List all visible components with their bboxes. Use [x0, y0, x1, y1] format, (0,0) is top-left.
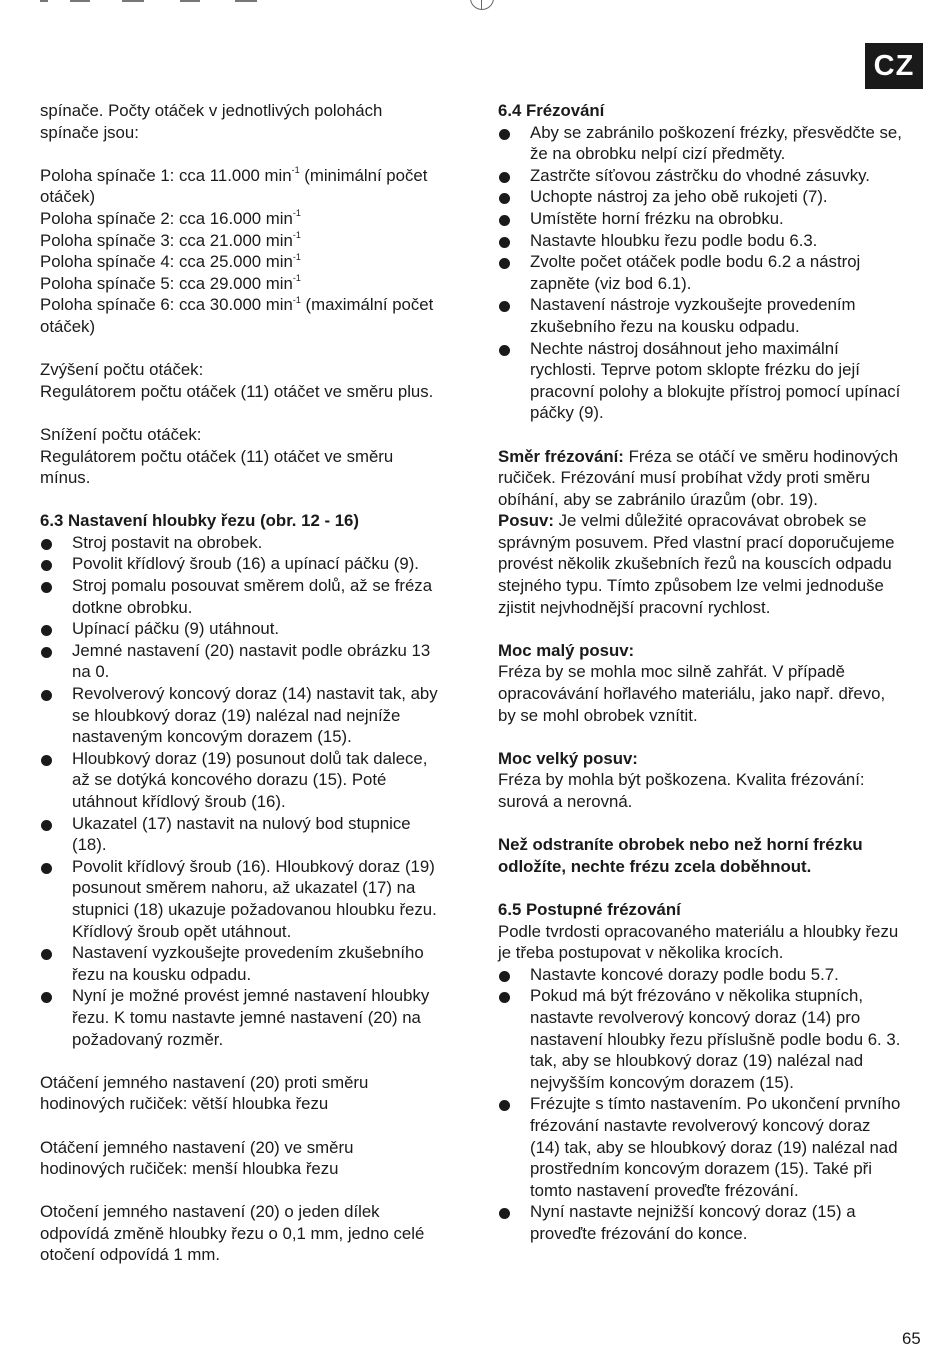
- bullet-icon: [41, 863, 52, 874]
- bullet-icon: [499, 129, 510, 140]
- intro-line-1: spínače. Počty otáček v jednotlivých polohách: [40, 101, 383, 120]
- list-item: [498, 1201, 928, 1244]
- list-item-line: Stroj pomalu posouvat směrem dolů, až se fréza: [72, 576, 433, 596]
- list-item: [498, 964, 928, 986]
- list-item: [498, 122, 928, 165]
- list-item-line: utáhnout křídlový šroub (16).: [72, 792, 286, 811]
- language-badge: CZ: [865, 43, 923, 89]
- list-item-line: Zastrčte síťovou zástrčku do vhodné zásuvky.: [530, 165, 870, 185]
- list-item-line: Nechte nástroj dosáhnout jeho maximální: [530, 338, 839, 358]
- bullet-icon: [499, 172, 510, 183]
- list-item-line: dotkne obrobku.: [72, 597, 193, 617]
- list-item-line: Jemné nastavení (20) nastavit podle obrázku 13: [72, 640, 431, 660]
- list-item-line: zapněte (viz bod 6.1).: [530, 273, 692, 293]
- page-number: 65: [902, 1329, 921, 1348]
- left-column: [40, 100, 475, 1266]
- section-6-3-list: [40, 532, 475, 1050]
- bullet-icon: [499, 301, 510, 312]
- section-6-4-list: [498, 122, 928, 424]
- list-item-line: na 0.: [72, 662, 110, 682]
- bullet-icon: [499, 971, 510, 982]
- ccw-line-2: hodinových ručiček: větší hloubka řezu: [40, 1094, 329, 1114]
- list-item: [40, 575, 475, 618]
- increase-text: Regulátorem počtu otáček (11) otáčet ve směru plus.: [40, 381, 434, 401]
- warning-line-2: odložíte, nechte frézu zcela doběhnout.: [498, 856, 812, 876]
- list-item-line: tak, aby se hloubkový doraz (19) nalézal nad: [530, 1051, 864, 1071]
- list-item-line: Upínací páčku (9) utáhnout.: [72, 619, 280, 639]
- bullet-icon: [41, 755, 52, 766]
- list-item: [40, 618, 475, 640]
- section-6-5-list: [498, 964, 928, 1245]
- list-item-line: řezu. K tomu nastavte jemné nastavení (20) na: [72, 1007, 421, 1027]
- speed-line: Poloha spínače 4: cca 25.000 $\min^{-1}$: [40, 251, 301, 272]
- list-item: [40, 985, 475, 1050]
- list-item: [498, 294, 928, 337]
- list-item-line: se hloubkový doraz (19) nalézal nad nejníže: [72, 705, 401, 725]
- slow-line-2: opracovávání hořlavého materiálu, jako např. dřevo,: [498, 684, 886, 704]
- list-item: [498, 251, 928, 294]
- list-item-line: stupnici (18) ukazuje požadovanou hloubku řezu.: [72, 899, 437, 919]
- direction-line-1: Směr frézování: Fréza se otáčí ve směru hodinových: [498, 446, 899, 466]
- registration-mark-icon: [470, 0, 494, 10]
- bullet-icon: [499, 215, 510, 226]
- list-item-line: tomto nastavení proveďte frézování.: [530, 1180, 799, 1200]
- list-item: [498, 985, 928, 1093]
- bullet-icon: [499, 193, 510, 204]
- speed-line: Poloha spínače 5: cca 29.000 $\min^{-1}$: [40, 273, 301, 293]
- list-item-line: pracovní polohy a blokujte přístroj pomocí upínací: [530, 381, 901, 401]
- bullet-icon: [499, 258, 510, 269]
- list-item-line: Ukazatel (17) nastavit na nulový bod stupnice: [72, 813, 411, 833]
- list-item-line: zkušebního řezu na kousku odpadu.: [530, 316, 800, 336]
- direction-line-3: obíhání, aby se zabránilo úrazům (obr. 19).: [498, 489, 818, 509]
- list-item-line: nastavení hloubky řezu příslušně podle bodu 6. 3.: [530, 1029, 901, 1049]
- bullet-icon: [41, 690, 52, 701]
- bullet-icon: [499, 1208, 510, 1219]
- section-6-5-intro-2: je třeba postupovat v několika krocích.: [498, 943, 784, 963]
- list-item: [40, 942, 475, 985]
- list-item-line: (18).: [72, 835, 107, 855]
- feed-line-3: provést několik zkušebních řezů na kouscích odpadu: [498, 554, 892, 574]
- speed-line: Poloha spínače 6: cca 30.000 $\min^{-1}$ (maximální počet: [40, 294, 434, 315]
- list-item-line: Hloubkový doraz (19) posunout dolů tak dalece,: [72, 748, 428, 768]
- list-item-line: Pokud má být frézováno v několika stupních,: [530, 986, 864, 1006]
- slow-feed-heading: Moc malý posuv:: [498, 640, 635, 660]
- list-item: [498, 208, 928, 230]
- list-item: [40, 683, 475, 748]
- list-item-line: Nastavení vyzkoušejte provedením zkušebního: [72, 943, 424, 963]
- decrease-title: Snížení počtu otáček:: [40, 424, 202, 444]
- list-item: [40, 856, 475, 942]
- section-6-4-heading: 6.4 Frézování: [498, 101, 605, 120]
- speed-line: Poloha spínače 2: cca 16.000 $\min^{-1}$: [40, 208, 301, 228]
- list-item-line: Nastavte koncové dorazy podle bodu 5.7.: [530, 964, 839, 984]
- speed-line-note: otáček): [40, 187, 96, 207]
- list-item-line: Povolit křídlový šroub (16). Hloubkový doraz (19): [72, 856, 435, 876]
- list-item-line: prostředním koncovým dorazem (15). Také při: [530, 1159, 872, 1179]
- list-item-line: že na obrobku nelpí cizí předměty.: [530, 144, 786, 164]
- list-item-line: Stroj postavit na obrobek.: [72, 532, 263, 552]
- list-item-line: Nyní je možné provést jemné nastavení hloubky: [72, 986, 430, 1006]
- list-item-line: Zvolte počet otáček podle bodu 6.2 a nástroj: [530, 252, 861, 272]
- list-item-line: Křídlový šroub opět utáhnout.: [72, 921, 292, 941]
- list-item-line: požadovaný rozměr.: [72, 1029, 224, 1049]
- slow-line-3: by se mohl obrobek vznítit.: [498, 705, 698, 725]
- turn-line-2: odpovídá změně hloubky řezu o 0,1 mm, jedno celé: [40, 1223, 425, 1243]
- section-6-3-heading: 6.3 Nastavení hloubky řezu (obr. 12 - 16): [40, 511, 359, 531]
- bullet-icon: [499, 992, 510, 1003]
- bullet-icon: [41, 992, 52, 1003]
- list-item-line: Uchopte nástroj za jeho obě rukojeti (7).: [530, 187, 828, 207]
- speed-line-note: otáček): [40, 316, 96, 336]
- list-item-line: Nyní nastavte nejnižší koncový doraz (15) a: [530, 1202, 856, 1222]
- list-item-line: frézování nastavte revolverový koncový doraz: [530, 1115, 871, 1135]
- list-item-line: nastavte revolverový koncový doraz (14) pro: [530, 1007, 861, 1027]
- list-item-line: nejvyšším koncovým dorazem (15).: [530, 1072, 794, 1092]
- section-6-5-intro-1: Podle tvrdosti opracovaného materiálu a hloubky řezu: [498, 921, 899, 941]
- ccw-line-1: Otáčení jemného nastavení (20) proti směru: [40, 1072, 369, 1092]
- feed-line-4: stejného typu. Tímto způsobem lze velmi jednoduše: [498, 576, 884, 596]
- list-item-line: až se dotýká koncového dorazu (15). Poté: [72, 770, 387, 790]
- list-item-line: posunout směrem nahoru, až ukazatel (17) na: [72, 878, 416, 898]
- speed-line: Poloha spínače 3: cca 21.000 $\min^{-1}$: [40, 229, 301, 250]
- bullet-icon: [41, 820, 52, 831]
- feed-line-5: zjistit nejvhodnější pracovní rychlost.: [498, 597, 771, 617]
- list-item-line: Nastavení nástroje vyzkoušejte provedením: [530, 295, 856, 315]
- cw-line-2: hodinových ručiček: menší hloubka řezu: [40, 1159, 339, 1179]
- list-item: [498, 165, 928, 187]
- list-item-line: páčky (9).: [530, 403, 604, 423]
- slow-line-1: Fréza by se mohla moc silně zahřát. V případě: [498, 662, 845, 682]
- list-item: [498, 230, 928, 252]
- bullet-icon: [41, 647, 52, 658]
- direction-line-2: ručiček. Frézování musí probíhat vždy proti směru: [498, 468, 871, 488]
- list-item-line: Frézujte s tímto nastavením. Po ukončení prvního: [530, 1094, 901, 1114]
- decrease-text-2: mínus.: [40, 468, 91, 488]
- turn-line-3: otočení odpovídá 1 mm.: [40, 1245, 221, 1265]
- bullet-icon: [499, 237, 510, 248]
- warning-line-1: Než odstraníte obrobek nebo než horní frézku: [498, 835, 863, 855]
- fast-line-2: surová a nerovná.: [498, 792, 633, 811]
- print-crop-marks: [40, 0, 280, 8]
- turn-line-1: Otočení jemného nastavení (20) o jeden dílek: [40, 1202, 380, 1222]
- list-item: [40, 813, 475, 856]
- list-item-line: Umístěte horní frézku na obrobku.: [530, 208, 784, 228]
- feed-line-1: Posuv: Je velmi důležité opracovávat obrobek se: [498, 511, 867, 531]
- list-item: [40, 532, 475, 554]
- decrease-text-1: Regulátorem počtu otáček (11) otáčet ve směru: [40, 446, 394, 466]
- list-item: [40, 640, 475, 683]
- list-item: [40, 748, 475, 813]
- bullet-icon: [41, 539, 52, 550]
- bullet-icon: [41, 582, 52, 593]
- bullet-icon: [41, 560, 52, 571]
- list-item: [498, 1093, 928, 1201]
- list-item-line: Povolit křídlový šroub (16) a upínací páčku (9).: [72, 554, 419, 574]
- increase-title: Zvýšení počtu otáček:: [40, 360, 204, 380]
- feed-line-2: správným posuvem. Před vlastní prací doporučujeme: [498, 532, 895, 552]
- list-item: [40, 553, 475, 575]
- list-item-line: (14) tak, aby se hloubkový doraz (19) nalézal nad: [530, 1137, 898, 1157]
- intro-line-2: spínače jsou:: [40, 122, 139, 142]
- section-6-5-heading: 6.5 Postupné frézování: [498, 899, 681, 919]
- speed-list: [40, 165, 475, 338]
- list-item: [498, 186, 928, 208]
- fast-line-1: Fréza by mohla být poškozena. Kvalita frézování:: [498, 770, 865, 790]
- list-item-line: Nastavte hloubku řezu podle bodu 6.3.: [530, 230, 818, 250]
- list-item-line: řezu na kousku odpadu.: [72, 964, 252, 984]
- bullet-icon: [41, 949, 52, 960]
- cw-line-1: Otáčení jemného nastavení (20) ve směru: [40, 1137, 354, 1157]
- list-item-line: rychlosti. Teprve potom sklopte frézku do její: [530, 360, 860, 380]
- fast-feed-heading: Moc velký posuv:: [498, 748, 638, 768]
- list-item: [498, 338, 928, 424]
- list-item-line: Aby se zabránilo poškození frézky, přesvědčte se,: [530, 122, 902, 142]
- list-item-line: proveďte frézování do konce.: [530, 1223, 748, 1243]
- bullet-icon: [499, 1100, 510, 1111]
- bullet-icon: [499, 345, 510, 356]
- speed-line: Poloha spínače 1: cca 11.000 $\min^{-1}$ (minimální počet: [40, 165, 428, 185]
- list-item-line: nastaveným koncovým dorazem (15).: [72, 727, 352, 747]
- bullet-icon: [41, 625, 52, 636]
- list-item-line: Revolverový koncový doraz (14) nastavit tak, aby: [72, 684, 438, 704]
- right-column: [498, 100, 928, 1244]
